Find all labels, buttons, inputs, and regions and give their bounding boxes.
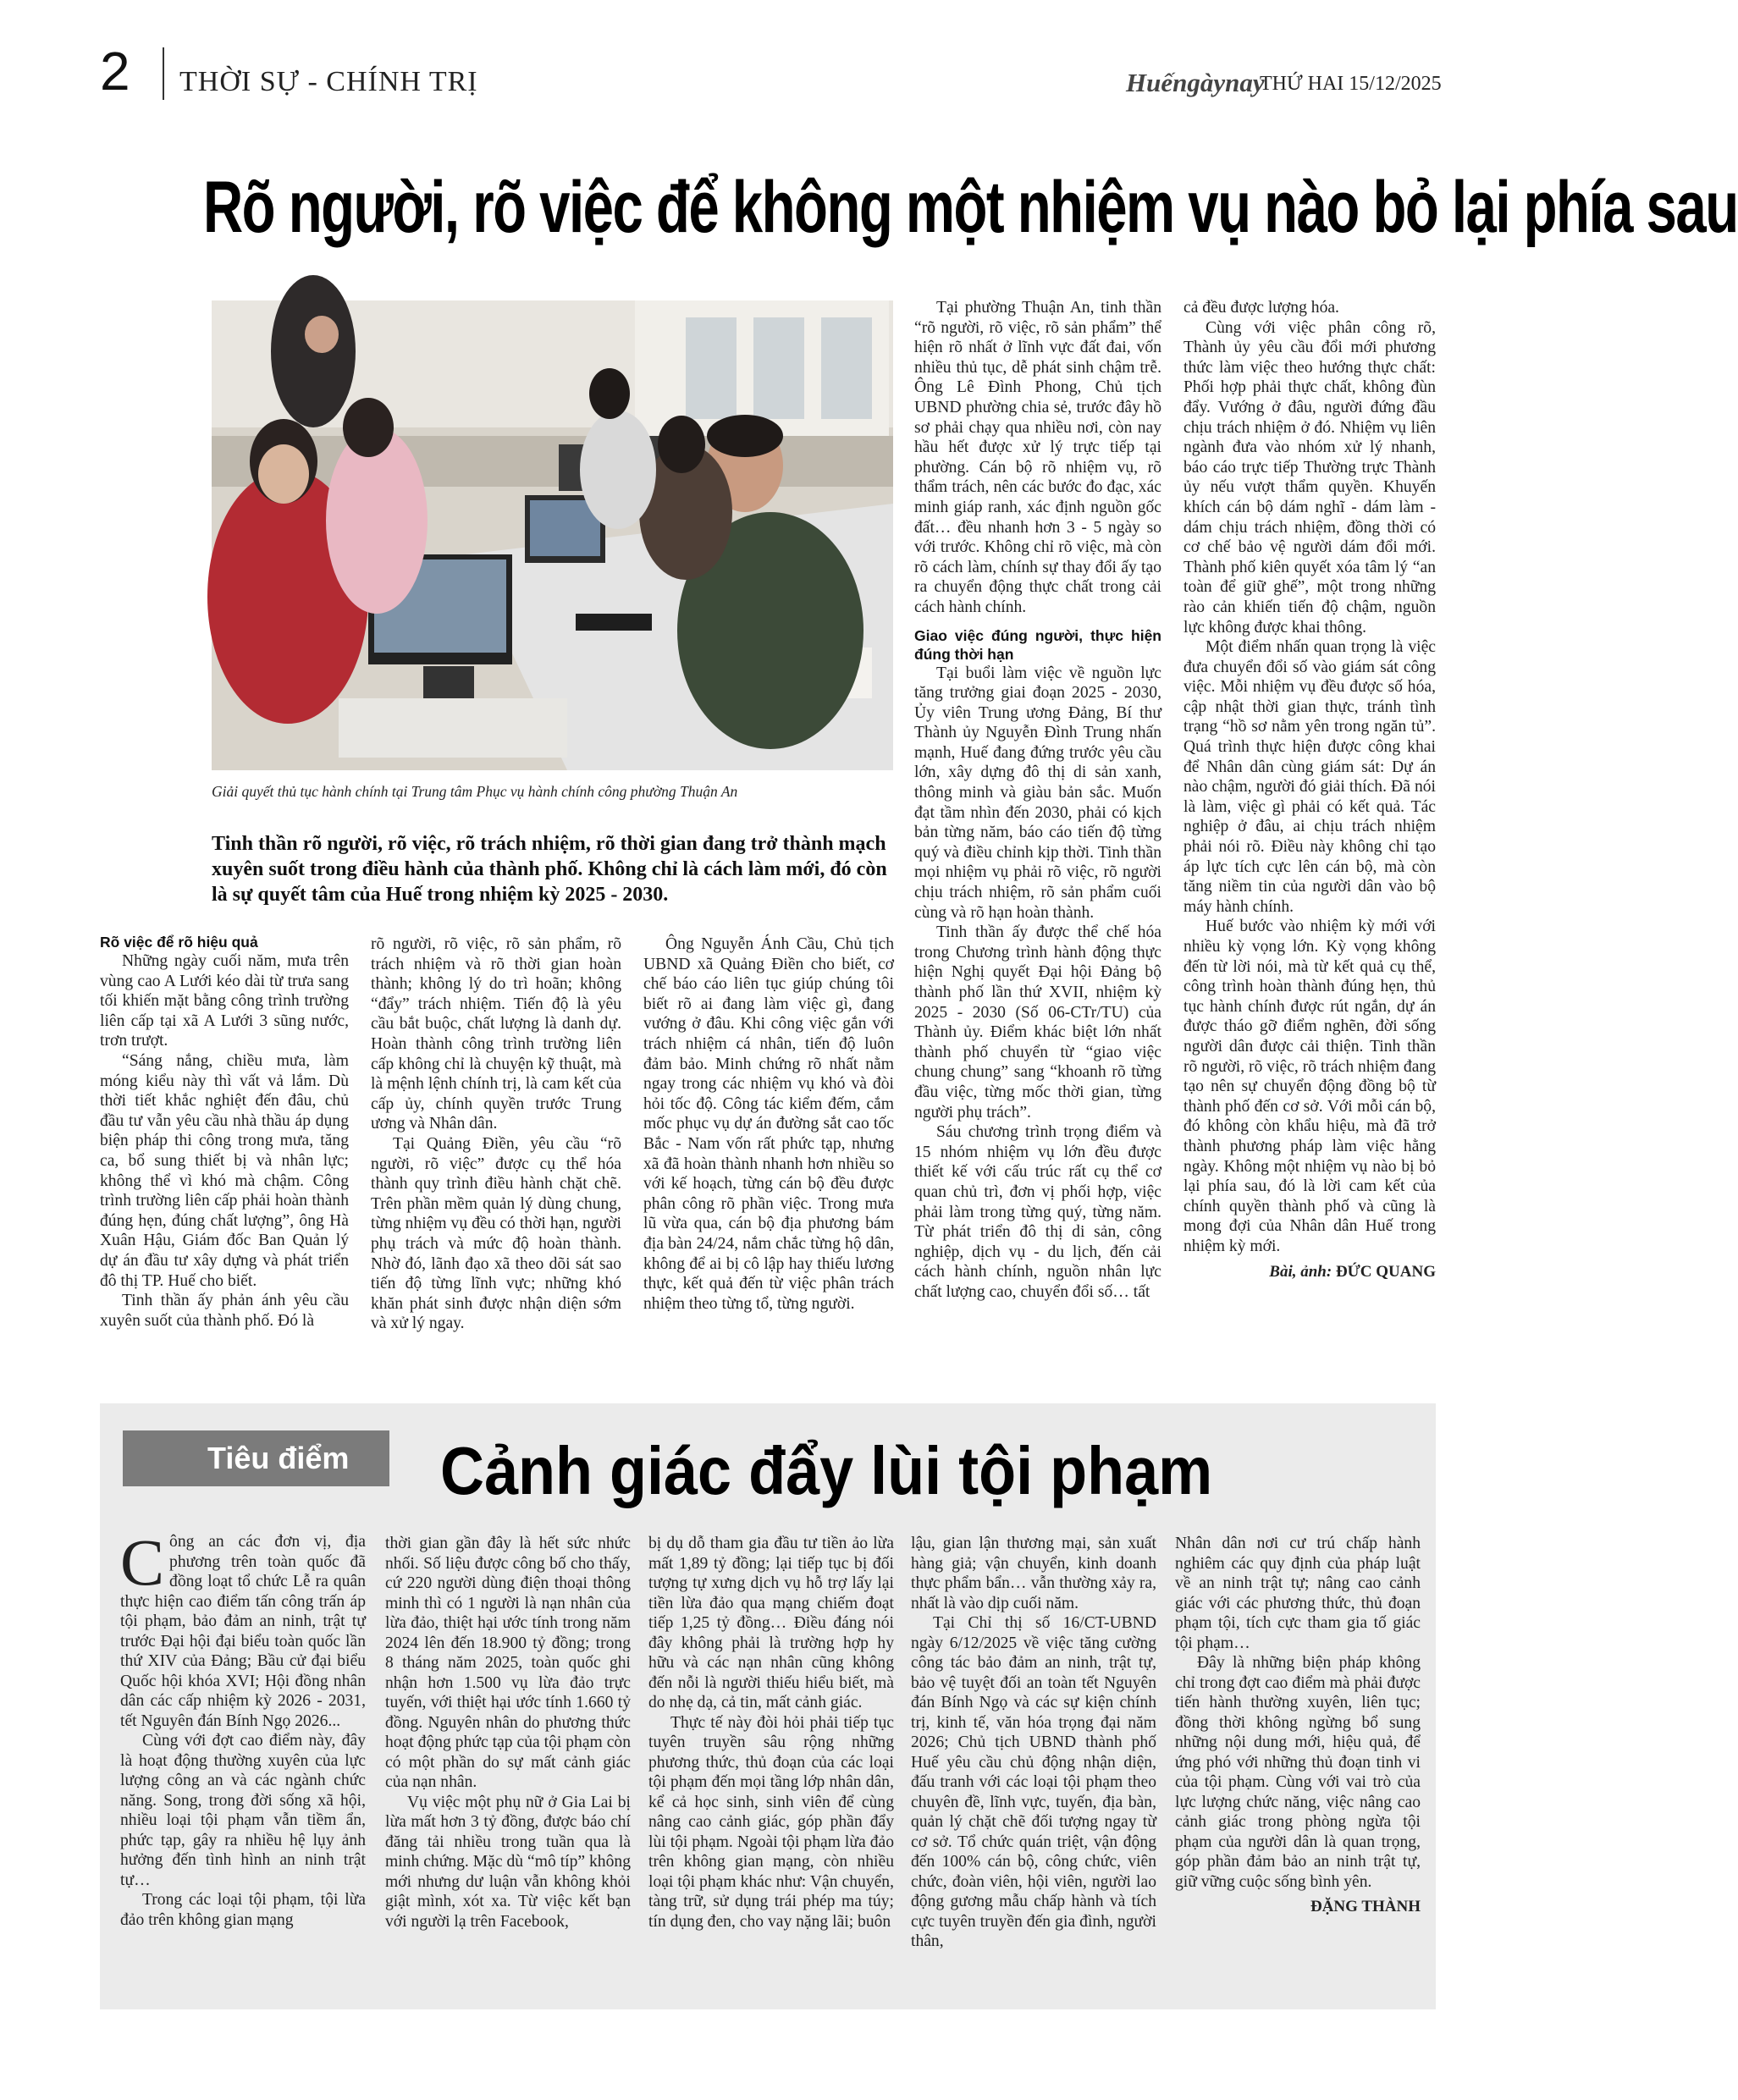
photo-caption: Giải quyết thủ tục hành chính tại Trung tâm Phục vụ hành chính công phường Thuận An: [212, 783, 738, 800]
paragraph: Cùng với đợt cao điểm này, đây là hoạt động thường xuyên của lực lượng công an và các ngành chức năng. Song, trong đời sống xã hội, nhiều loại tội phạm vẫn tiềm ẩn, phức tạp, gây ra nhiều hệ lụy ảnh hưởng đến tình hình an ninh trật tự…: [120, 1732, 366, 1889]
paragraph: Sáu chương trình trọng điểm và 15 nhóm nhiệm vụ lớn đều được thiết kế với cấu trúc rất cụ thể cơ quan chủ trì, đơn vị phối hợp, việc phải làm trong từng quý, từng năm. Từ phát triển đô thị di sản, công nghiệp, dịch vụ - du lịch, đến cải cách hành chính, nguồn nhân lực chất lượng cao, chuyển đổi số… tất: [914, 1123, 1161, 1301]
subheading: Rõ việc để rõ hiệu quả: [100, 934, 258, 951]
paragraph: Tinh thần ấy được thể chế hóa trong Chương trình hành động thực hiện Nghị quyết Đại hội Đảng bộ thành phố lần thứ XVII, nhiệm kỳ 2025 - 2030 (Số 06-CTr/TU) của Thành ủy. Điểm khác biệt lớn nhất thành phố chuyển từ “giao việc chung chung” sang “khoanh rõ từng đầu việc, từng mốc thời gian, từng người phụ trách”.: [914, 923, 1161, 1122]
paragraph: Nhân dân nơi cư trú chấp hành nghiêm các quy định của pháp luật về an ninh trật tự; nâng cao cảnh giác với các phương thức, thủ đoạn phạm tội, tích cực tham gia tố giác tội phạm…: [1175, 1535, 1421, 1652]
paragraph: Những ngày cuối năm, mưa trên vùng cao A Lưới kéo dài từ trưa sang tối khiến mặt bằng công trình trường liên cấp tại xã A Lưới 3 sũng nước, trơn trượt.: [100, 952, 349, 1050]
article2-column-2: [385, 1534, 631, 1932]
paragraph: lậu, gian lận thương mại, sản xuất hàng giả; vận chuyển, kinh doanh thực phẩm bẩn… vẫn thường xảy ra, nhất là vào dịp cuối năm.: [911, 1535, 1156, 1612]
focus-tag: Tiêu điểm: [123, 1430, 389, 1486]
paragraph: Tinh thần ấy phản ánh yêu cầu xuyên suốt của thành phố. Đó là: [100, 1292, 349, 1330]
article2-column-5: [1175, 1534, 1421, 1917]
paragraph: Cùng với việc phân công rõ, Thành ủy yêu cầu đổi mới phương thức làm việc theo hướng thực chất: Phối hợp phải thực chất, không đùn đẩy. Vướng ở đâu, người đứng đầu chịu trách nhiệm ở đó. Nhiệm vụ liên ngành đưa vào nhóm xử lý nhanh, báo cáo trực tiếp Thường trực Thành ủy nếu vượt thẩm quyền. Khuyến khích cán bộ dám nghĩ - dám làm - dám chịu trách nhiệm, đồng thời có cơ chế bảo vệ người dám đổi mới. Thành phố kiên quyết xóa tâm lý “an toàn để giữ ghế”, một trong những rào cản khiến tiến độ chậm, nguồn lực không được khai thông.: [1183, 318, 1436, 637]
article2-column-3: [648, 1534, 894, 1932]
article2-column-4: [911, 1534, 1156, 1952]
article1-column-4: [914, 298, 1161, 1303]
paragraph: Đây là những biện pháp không chỉ trong đợt cao điểm mà phải được tiến hành thường xuyên, liên tục; đồng thời không ngừng bổ sung những nội dung mới, hiệu quả, để ứng phó với những thủ đoạn tinh vi của tội phạm. Cùng với vai trò của lực lượng chức năng, việc nâng cao cảnh giác trong phòng ngừa tội phạm của người dân là quan trọng, góp phần đảm bảo an ninh trật tự, giữ vững cuộc sống bình yên.: [1175, 1654, 1421, 1891]
masthead-logo: Huếngàynay: [1126, 68, 1265, 97]
article-headline: Rõ người, rõ việc để không một nhiệm vụ nào bỏ lại phía sau: [203, 167, 1738, 248]
byline: [1183, 1262, 1436, 1282]
page-number: 2: [100, 41, 130, 102]
section-title: THỜI SỰ - CHÍNH TRỊ: [179, 66, 478, 97]
article-lead: Tinh thần rõ người, rõ việc, rõ trách nhiệm, rõ thời gian đang trở thành mạch xuyên suốt trong điều hành của thành phố. Không chỉ là cách làm mới, đó còn là sự quyết tâm của Huế trong nhiệm kỳ 2025 - 2030.: [212, 833, 887, 906]
paragraph: Tại buổi làm việc về nguồn lực tăng trưởng giai đoạn 2025 - 2030, Ủy viên Trung ương Đảng, Bí thư Thành ủy Nguyễn Đình Trung nhấn mạnh, Huế đang đứng trước yêu cầu lớn, xây dựng đô thị di sản xanh, thông minh và giàu bản sắc. Muốn đạt tầm nhìn đến 2030, phải có kịch bản từng năm, báo cáo tiến độ từng quý và điều chỉnh kịp thời. Tinh thần mọi nhiệm vụ phải rõ việc, rõ người chịu trách nhiệm, rõ sản phẩm cuối cùng và rõ hạn hoàn thành.: [914, 664, 1161, 922]
byline-label: Bài, ảnh:: [1269, 1262, 1332, 1281]
paragraph: [120, 1525, 366, 1731]
paragraph: cả đều được lượng hóa.: [1183, 299, 1339, 317]
paragraph: Tại phường Thuận An, tinh thần “rõ người, rõ việc, rõ sản phẩm” thể hiện rõ nhất ở lĩnh vực đất đai, vốn nhiều thủ tục, dễ phát sinh chậm trễ. Ông Lê Đình Phong, Chủ tịch UBND phường chia sẻ, trước đây hồ sơ phải chạy qua nhiều nơi, còn nay hầu hết được xử lý trực tiếp tại phường. Cán bộ rõ nhiệm vụ, rõ thẩm trách, nên các bước đo đạc, xác minh giáp ranh, xác định nguồn gốc đất… đều nhanh hơn 3 - 5 ngày so với trước. Không chỉ rõ việc, mà còn rõ cách làm, chính sự thay đổi ấy tạo ra chuyển động thực chất trong cải cách hành chính.: [914, 299, 1161, 616]
paragraph: Tại Quảng Điền, yêu cầu “rõ người, rõ việc” được cụ thể hóa thành quy trình điều hành chặt chẽ. Trên phần mềm quản lý dùng chung, từng nhiệm vụ đều có thời hạn, người phụ trách và mức độ hoàn thành. Nhờ đó, lãnh đạo xã theo dõi sát sao tiến độ từng lĩnh vực; những khó khăn phát sinh được nhận diện sớm và xử lý ngay.: [371, 1134, 621, 1333]
issue-date: THỨ HAI 15/12/2025: [1260, 73, 1442, 95]
article1-column-5: [1183, 298, 1436, 1281]
article1-column-3: [643, 934, 894, 1314]
paragraph: thời gian gần đây là hết sức nhức nhối. Số liệu được công bố cho thấy, cứ 220 người dùng điện thoại thông minh thì có 1 người là nạn nhân của lừa đảo, thiệt hại ước tính trong năm 2024 lên đến 18.900 tỷ đồng; trong 8 tháng năm 2025, toàn quốc ghi nhận hơn 1.500 vụ lừa đảo trực tuyến, với thiệt hại ước tính 1.660 tỷ đồng. Nguyên nhân do phương thức hoạt động phức tạp của tội phạm còn có một phần do sự mất cảnh giác của nạn nhân.: [385, 1535, 631, 1791]
byline-name: ĐỨC QUANG: [1335, 1262, 1436, 1281]
paragraph: Vụ việc một phụ nữ ở Gia Lai bị lừa mất hơn 3 tỷ đồng, được báo chí đăng tải nhiều trong tuần qua là minh chứng. Mặc dù “mô típ” không mới nhưng dư luận vẫn không khỏi giật mình, xót xa. Từ việc kết bạn với người lạ trên Facebook,: [385, 1793, 631, 1931]
subheading: Giao việc đúng người, thực hiện đúng thời hạn: [914, 626, 1161, 663]
paragraph: bị dụ dỗ tham gia đầu tư tiền ảo lừa mất 1,89 tỷ đồng; lại tiếp tục bị đối tượng tự xưng dịch vụ hỗ trợ lấy lại tiền lừa đảo qua mạng chiếm đoạt tiếp 1,25 tỷ đồng… Điều đáng nói đây không phải là trường hợp hy hữu và các nạn nhân cũng không đến nỗi là người thiếu hiểu biết, mà do nhẹ dạ, cả tin, mất cảnh giác.: [648, 1535, 894, 1711]
paragraph: Thực tế này đòi hỏi phải tiếp tục tuyên truyền sâu rộng những phương thức, thủ đoạn của các loại tội phạm đến mọi tầng lớp nhân dân, kể cả học sinh, sinh viên để cùng nâng cao cảnh giác, góp phần đẩy lùi tội phạm. Ngoài tội phạm lừa đảo trên không gian mạng, còn nhiều loại tội phạm khác như: Vận chuyển, tàng trữ, sử dụng trái phép ma túy; tín dụng đen, cho vay nặng lãi; buôn: [648, 1713, 894, 1931]
article1-column-1: [100, 933, 349, 1331]
paragraph: Tại Chỉ thị số 16/CT-UBND ngày 6/12/2025 về việc tăng cường công tác bảo đảm an ninh, trật tự, bảo vệ tuyệt đối an toàn tết Nguyên đán Bính Ngọ và các sự kiện chính trị, kinh tế, văn hóa trọng đại năm 2026; Chủ tịch UBND thành phố Huế yêu cầu chủ động nhận diện, đấu tranh với các loại tội phạm theo chuyên đề, lĩnh vực, tuyến, địa bàn, quản lý chặt chẽ đối tượng ngay từ cơ sở. Tổ chức quán triệt, vận động đến 100% cán bộ, công chức, viên chức, đoàn viên, hội viên, người lao động gương mẫu chấp hành và tích cực tuyên truyền đến gia đình, người thân,: [911, 1614, 1156, 1950]
paragraph-text: ông an các đơn vị, địa phương trên toàn quốc đã đồng loạt tổ chức Lễ ra quân thực hiện cao điểm tấn công trấn áp tội phạm, bảo đảm an ninh, trật tự trước Đại hội đại biểu toàn quốc lần thứ XIV của Đảng; Bầu cử đại biểu Quốc hội khóa XVI; Hội đồng nhân dân các cấp nhiệm kỳ 2026 - 2031, tết Nguyên đán Bính Ngọ 2026...: [120, 1533, 366, 1730]
drop-cap: C: [120, 1525, 165, 1599]
paragraph: rõ người, rõ việc, rõ sản phẩm, rõ trách nhiệm và rõ thời gian hoàn thành; không lý do trì hoãn; không “đẩy” trách nhiệm. Tiến độ là yêu cầu bắt buộc, chất lượng là danh dự. Hoàn thành công trình trường liên cấp không chỉ là chuyện kỹ thuật, mà là mệnh lệnh chính trị, là cam kết của cấp ủy, chính quyền trước Trung ương và Nhân dân.: [371, 935, 621, 1133]
byline: ĐẶNG THÀNH: [1310, 1898, 1421, 1915]
paragraph: Ông Nguyễn Ánh Cầu, Chủ tịch UBND xã Quảng Điền cho biết, cơ chế báo cáo liên tục giúp chúng tôi biết rõ ai đang làm việc gì, đang vướng ở đâu. Khi công việc gắn với trách nhiệm cá nhân, tiến độ luôn đảm bảo. Minh chứng rõ nhất nằm ngay trong các nhiệm vụ khó và đòi hỏi tốc độ. Công tác kiểm đếm, cắm mốc phục vụ dự án đường sắt cao tốc Bắc - Nam vốn rất phức tạp, nhưng xã đã hoàn thành nhanh hơn nhiều so với kế hoạch, từng cán bộ đều được phân công rõ phần việc. Trong mưa lũ vừa qua, cán bộ địa phương bám địa bàn 24/24, nắm chắc từng hộ dân, không để ai bị cô lập hay thiếu lương thực, kết quả đến từ việc phân trách nhiệm theo từng tổ, từng người.: [643, 935, 894, 1313]
focus-headline: Cảnh giác đẩy lùi tội phạm: [440, 1433, 1213, 1508]
paragraph: Một điểm nhấn quan trọng là việc đưa chuyển đổi số vào giám sát công việc. Mỗi nhiệm vụ đều được số hóa, cập nhật thời gian thực, tránh tình trạng “hồ sơ nằm yên trong ngăn tủ”. Quá trình thực hiện được công khai để Nhân dân cùng giám sát: Dự án nào chậm, người đó giải thích. Đã nói là làm, việc gì phải có kết quả. Tác nghiệp ở đâu, ai chịu trách nhiệm phải nói rõ. Điều này không chỉ tạo áp lực tích cực lên cán bộ, mà còn tăng niềm tin của người dân vào bộ máy hành chính.: [1183, 638, 1436, 916]
paragraph: Huế bước vào nhiệm kỳ mới với nhiều kỳ vọng lớn. Kỳ vọng không đến từ lời nói, mà từ kết quả cụ thể, công trình hoàn thành đúng hẹn, thủ tục hành chính được rút ngắn, dự án được tháo gỡ điểm nghẽn, đời sống người dân được cải thiện. Tinh thần rõ người, rõ việc, rõ trách nhiệm đang tạo nên sự chuyển động đồng bộ từ thành phố đến cơ sở. Với mỗi cán bộ, đó không còn khẩu hiệu, mà đã trở thành phương pháp làm việc hằng ngày. Không một nhiệm vụ nào bị bỏ lại phía sau, đó là lời cam kết của chính quyền thành phố và cũng là mong đợi của Nhân dân Huế trong nhiệm kỳ mới.: [1183, 918, 1436, 1255]
paragraph: “Sáng nắng, chiều mưa, làm móng kiểu này thì vất vả lắm. Dù thời tiết khắc nghiệt đến đâu, chủ đầu tư vẫn yêu cầu nhà thầu áp dụng biện pháp thi công trong mưa, tăng ca, bổ sung thiết bị và nhân lực; không thể vì khó mà chậm. Công trình trường liên cấp phải hoàn thành đúng hẹn, đúng chất lượng”, ông Hà Xuân Hậu, Giám đốc Ban Quản lý dự án đầu tư xây dựng và phát triển đô thị TP. Huế cho biết.: [100, 1051, 349, 1290]
paragraph: Trong các loại tội phạm, tội lừa đảo trên không gian mạng: [120, 1891, 366, 1929]
header-divider: [163, 47, 164, 100]
article-photo: [212, 300, 893, 770]
article2-column-1: [120, 1525, 366, 1930]
office-service-counter-photo: [212, 300, 893, 770]
article1-column-2: [371, 934, 621, 1334]
